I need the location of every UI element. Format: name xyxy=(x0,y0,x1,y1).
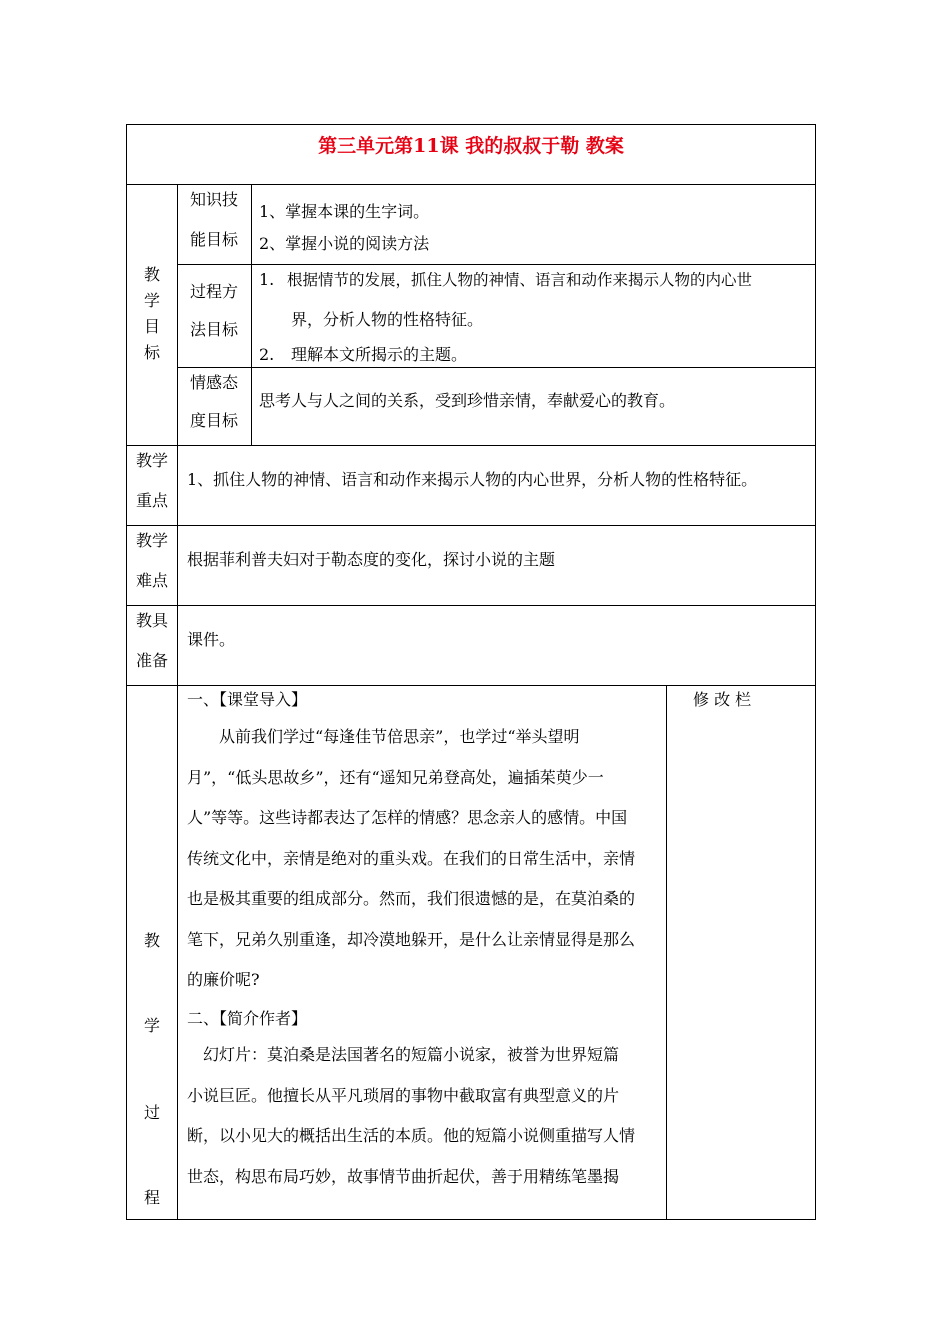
rule-label-column xyxy=(177,184,178,1220)
page-title: 第三单元第11课 我的叔叔于勒 教案 xyxy=(318,135,624,157)
process-line-3: 月”，“低头思故乡”，还有“遥知兄弟登高处，遍插茱萸少一 xyxy=(187,768,604,787)
rule-title xyxy=(126,184,816,185)
focus-label-line1: 教学 xyxy=(136,451,169,470)
objectives-label-char-1: 教 xyxy=(143,265,160,284)
emotion-label-line2: 度目标 xyxy=(190,411,239,430)
tools-text: 课件。 xyxy=(187,630,236,649)
process-line-2: 从前我们学过“每逢佳节倍思亲”，也学过“举头望明 xyxy=(219,727,580,746)
difficulty-text: 根据菲利普夫妇对于勒态度的变化，探讨小说的主题 xyxy=(187,550,556,569)
rule-objectives xyxy=(126,445,816,446)
objectives-label-char-3: 目 xyxy=(143,317,160,336)
process-label-line2: 法目标 xyxy=(190,320,239,339)
rule-tools xyxy=(126,685,816,686)
process-item-2: 理解本文所揭示的主题。 xyxy=(291,345,468,364)
focus-text: 1、抓住人物的神情、语言和动作来揭示人物的内心世界，分析人物的性格特征。 xyxy=(187,470,758,489)
knowledge-label-line2: 能目标 xyxy=(190,230,239,249)
objectives-label-char-2: 学 xyxy=(143,291,160,310)
process-line-8: 的廉价呢? xyxy=(187,970,260,989)
process-section-label-1: 教 xyxy=(144,931,161,950)
rule-focus xyxy=(126,525,816,526)
objectives-label-char-4: 标 xyxy=(143,343,160,362)
difficulty-label-line2: 难点 xyxy=(136,571,169,590)
process-item-1-line2: 界，分析人物的性格特征。 xyxy=(291,310,484,329)
process-line-10: 幻灯片：莫泊桑是法国著名的短篇小说家，被誉为世界短篇 xyxy=(203,1045,620,1064)
rule-process xyxy=(177,367,816,368)
process-line-11: 小说巨匠。他擅长从平凡琐屑的事物中截取富有典型意义的片 xyxy=(187,1086,620,1105)
knowledge-item-1: 1、掌握本课的生字词。 xyxy=(259,202,430,221)
tools-label-line1: 教具 xyxy=(136,611,169,630)
process-line-6: 也是极其重要的组成部分。然而，我们很遗憾的是，在莫泊桑的 xyxy=(187,889,636,908)
rule-knowledge xyxy=(177,264,816,265)
process-item-1-number: 1. xyxy=(259,270,275,289)
objectives-section-label xyxy=(142,262,162,366)
process-label-line1: 过程方 xyxy=(190,282,239,301)
process-line-13: 世态，构思布局巧妙，故事情节曲折起伏，善于用精练笔墨揭 xyxy=(187,1167,620,1186)
process-item-1-line1: 根据情节的发展，抓住人物的神情、语言和动作来揭示人物的内心世 xyxy=(287,271,753,289)
rule-revision-column xyxy=(666,685,667,1220)
process-line-9: 二、【简介作者】 xyxy=(187,1009,308,1028)
process-line-5: 传统文化中，亲情是绝对的重头戏。在我们的日常生活中，亲情 xyxy=(187,849,636,868)
process-item-2-number: 2. xyxy=(259,345,275,364)
rule-sublabel-column xyxy=(251,184,252,445)
process-section-label-4: 程 xyxy=(144,1188,161,1207)
emotion-text: 思考人与人之间的关系，受到珍惜亲情，奉献爱心的教育。 xyxy=(259,391,676,410)
focus-label-line2: 重点 xyxy=(136,491,169,510)
knowledge-item-2: 2、掌握小说的阅读方法 xyxy=(259,234,430,253)
difficulty-label-line1: 教学 xyxy=(136,531,169,550)
process-line-1: 一、【课堂导入】 xyxy=(187,690,308,709)
process-section-label-3: 过 xyxy=(144,1103,161,1122)
tools-label-line2: 准备 xyxy=(136,651,169,670)
process-section-label-2: 学 xyxy=(144,1016,161,1035)
process-line-4: 人”等等。这些诗都表达了怎样的情感？思念亲人的感情。中国 xyxy=(187,808,628,827)
rule-difficulty xyxy=(126,605,816,606)
process-line-7: 笔下，兄弟久别重逢，却冷漠地躲开，是什么让亲情显得是那么 xyxy=(187,930,636,949)
emotion-label-line1: 情感态 xyxy=(190,373,239,392)
knowledge-label-line1: 知识技 xyxy=(190,190,239,209)
process-line-12: 断，以小见大的概括出生活的本质。他的短篇小说侧重描写人情 xyxy=(187,1126,636,1145)
revision-column-header: 修 改 栏 xyxy=(693,690,752,709)
